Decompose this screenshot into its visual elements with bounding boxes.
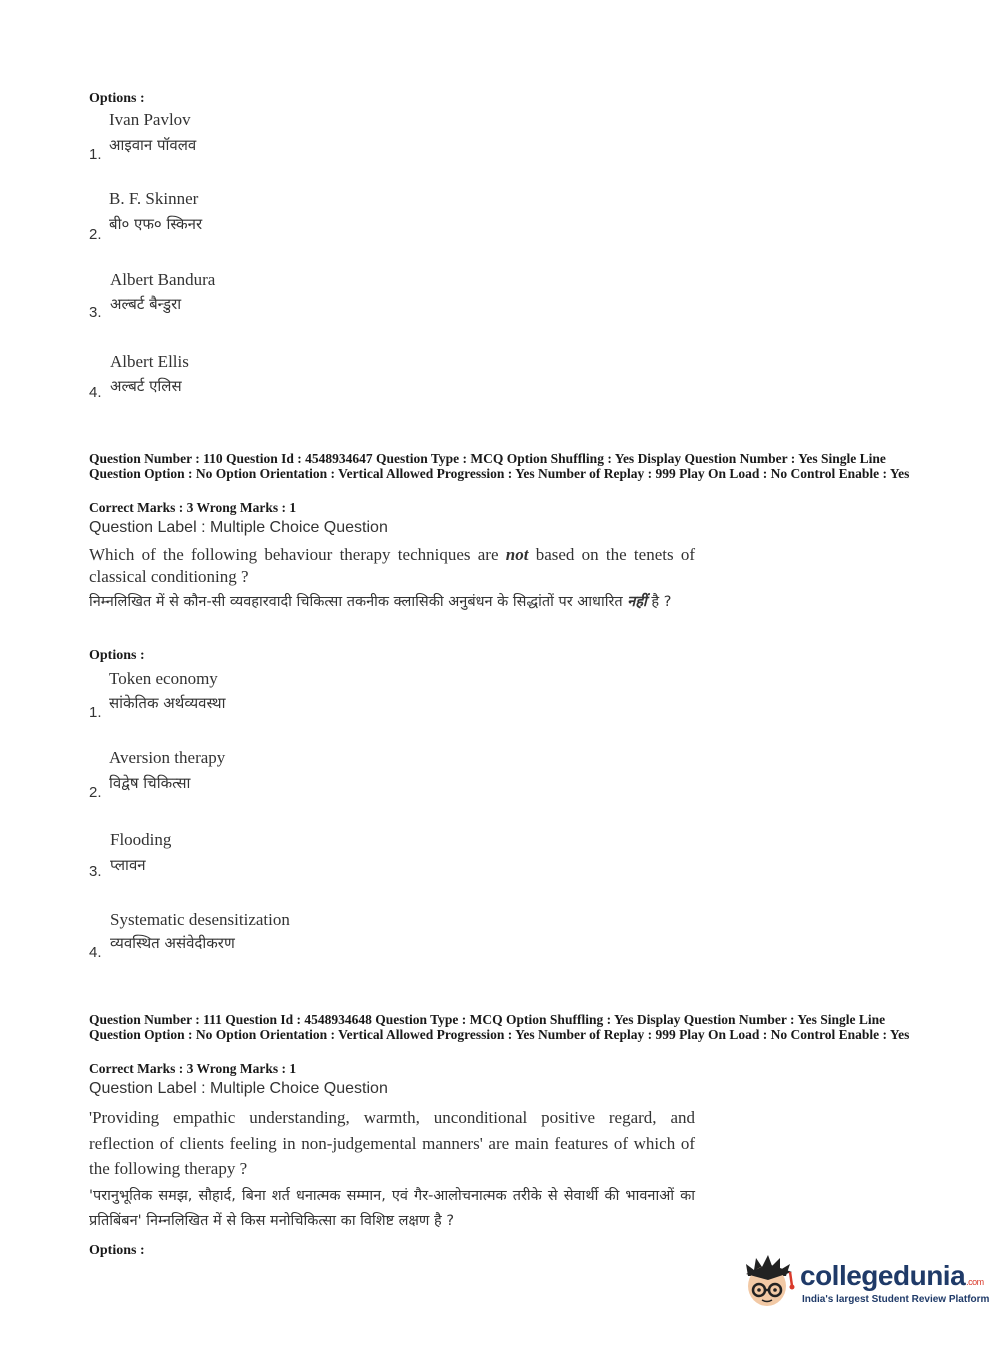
option-3-number: 3. — [89, 304, 102, 321]
question-110-text-hindi: निम्नलिखित में से कौन-सी व्यवहारवादी चिकित्सा तकनीक क्लासिकी अनुबंधन के सिद्धांतों पर आधारित नहीं है ? — [89, 594, 672, 610]
option-2-hindi: विद्वेष चिकित्सा — [109, 774, 191, 792]
option-1-text: Token economy — [109, 669, 218, 688]
option-3-hindi: प्लावन — [110, 856, 146, 874]
options-label: Options : — [89, 1243, 145, 1258]
logo-wordmark: collegedunia.com — [800, 1260, 984, 1291]
option-1-number: 1. — [89, 704, 102, 721]
option-4-number: 4. — [89, 944, 102, 961]
option-4-text: Systematic desensitization — [110, 910, 290, 929]
option-1-text: Ivan Pavlov — [109, 110, 191, 129]
options-label: Options : — [89, 648, 145, 663]
option-1-number: 1. — [89, 146, 102, 163]
option-2-text: Aversion therapy — [109, 748, 226, 767]
question-111-text-hindi: 'परानुभूतिक समझ, सौहार्द, बिना शर्त धनात्मक सम्मान, एवं गैर-आलोचनात्मक तरीके से सेवार्थी की भावनाओं का प्रतिबिंबन' निम्नलिखित में से किस मनोचिकित्सा का विशिष्ट लक्षण है ? — [89, 1188, 695, 1229]
option-3-hindi: अल्बर्ट बैन्डुरा — [110, 295, 182, 313]
option-4-hindi: व्यवस्थित असंवेदीकरण — [110, 934, 235, 952]
option-4-number: 4. — [89, 384, 102, 401]
option-2-text: B. F. Skinner — [109, 189, 199, 208]
question-111-text: 'Providing empathic understanding, warmth, unconditional positive regard, and reflection of clients feeling in non-judgemental manners' are main features of which of the following therapy ? — [89, 1108, 695, 1178]
option-2-number: 2. — [89, 784, 102, 801]
option-4-text: Albert Ellis — [110, 352, 189, 371]
question-111-meta: Question Number : 111 Question Id : 4548934648 Question Type : MCQ Option Shuffling : Yes Display Question Number : Yes Single Line Question Option : No Option Orientation : Vertical Allowed Progression : Yes Number of Replay : 999 Play On Load : No Control Enable : Yes — [89, 1012, 910, 1042]
option-3-text: Flooding — [110, 830, 172, 849]
option-4-hindi: अल्बर्ट एलिस — [110, 377, 182, 395]
option-3-text: Albert Bandura — [110, 270, 216, 289]
option-2-hindi: बी० एफ० स्किनर — [109, 215, 203, 233]
options-label: Options : — [89, 91, 145, 106]
option-1-hindi: आइवान पॉवलव — [109, 136, 197, 154]
question-111-label: Question Label : Multiple Choice Question — [89, 1080, 388, 1097]
collegedunia-logo — [740, 1250, 990, 1312]
question-110-marks: Correct Marks : 3 Wrong Marks : 1 — [89, 500, 297, 515]
question-110-meta: Question Number : 110 Question Id : 4548934647 Question Type : MCQ Option Shuffling : Yes Display Question Number : Yes Single Line Question Option : No Option Orientation : Vertical Allowed Progression : Yes Number of Replay : 999 Play On Load : No Control Enable : Yes — [89, 451, 910, 481]
question-110-text: Which of the following behaviour therapy techniques are not based on the tenets of classical conditioning ? — [89, 545, 695, 586]
option-2-number: 2. — [89, 226, 102, 243]
logo-tagline: India's largest Student Review Platform — [802, 1294, 990, 1305]
option-3-number: 3. — [89, 863, 102, 880]
question-111-marks: Correct Marks : 3 Wrong Marks : 1 — [89, 1061, 297, 1076]
mascot-icon — [740, 1252, 798, 1310]
question-110-label: Question Label : Multiple Choice Question — [89, 519, 388, 536]
option-1-hindi: सांकेतिक अर्थव्यवस्था — [109, 694, 226, 712]
